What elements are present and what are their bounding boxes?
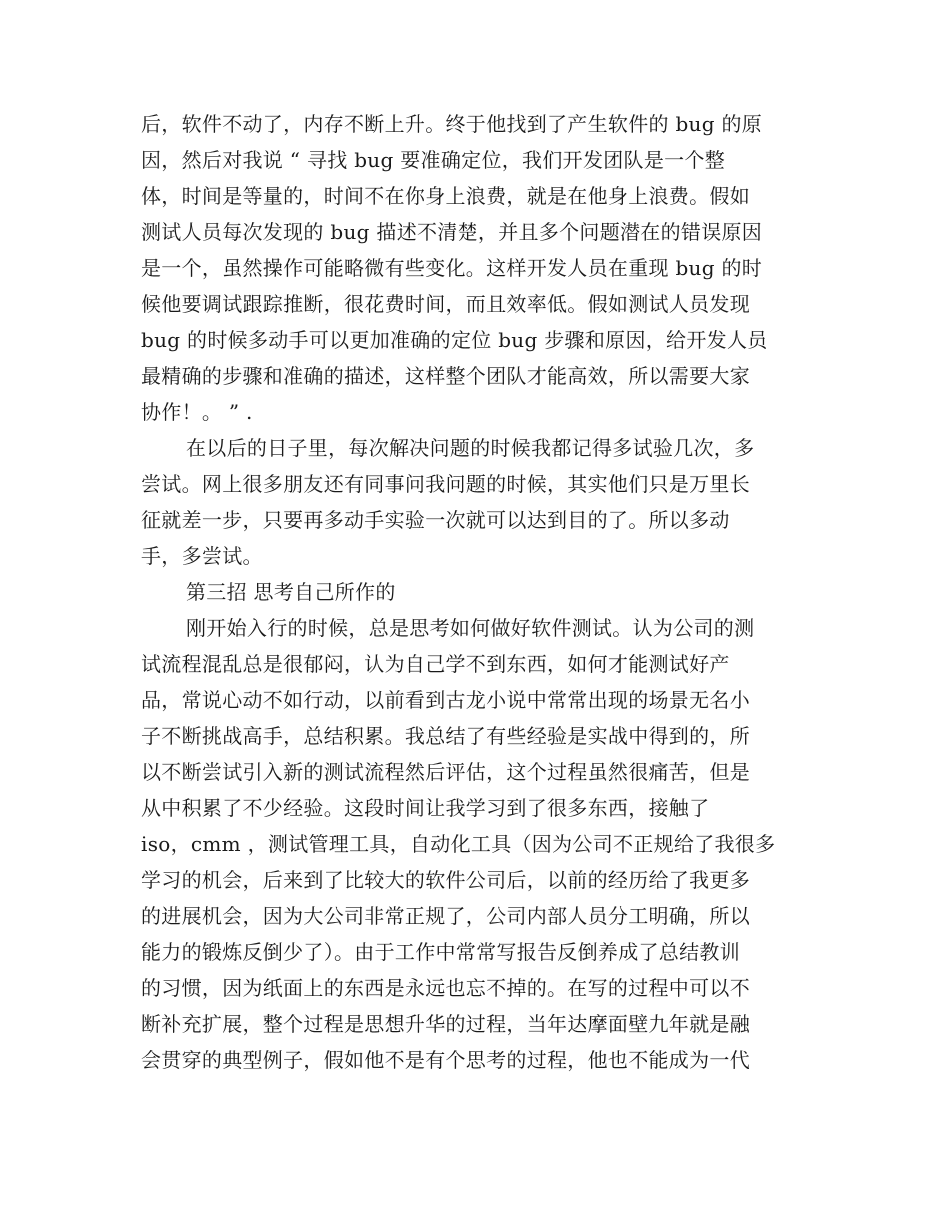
- text-line: 断补充扩展，整个过程是思想升华的过程，当年达摩面壁九年就是融: [141, 1012, 750, 1036]
- text-line: 从中积累了不少经验。这段时间让我学习到了很多东西，接触了: [141, 796, 710, 820]
- text-line: 最精确的步骤和准确的描述，这样整个团队才能高效，所以需要大家: [141, 364, 750, 388]
- text-line: 刚开始入行的时候，总是思考如何做好软件测试。认为公司的测: [186, 616, 755, 640]
- text-line: 的进展机会，因为大公司非常正规了，公司内部人员分工明确，所以: [141, 904, 750, 928]
- text-line: 会贯穿的典型例子，假如他不是有个思考的过程，他也不能成为一代: [141, 1048, 750, 1072]
- text-line: 手，多尝试。: [141, 544, 263, 568]
- text-line: 在以后的日子里，每次解决问题的时候我都记得多试验几次，多: [186, 436, 755, 460]
- text-line: 子不断挑战高手，总结积累。我总结了有些经验是实战中得到的，所: [141, 724, 750, 748]
- text-line: 能力的锻炼反倒少了）。由于工作中常常写报告反倒养成了总结教训: [141, 940, 740, 964]
- text-line: 学习的机会，后来到了比较大的软件公司后，以前的经历给了我更多: [141, 868, 750, 892]
- text-line: 协作！。 ” .: [141, 400, 253, 424]
- text-line: 以不断尝试引入新的测试流程然后评估，这个过程虽然很痛苦，但是: [141, 760, 750, 784]
- text-line: 品，常说心动不如行动，以前看到古龙小说中常常出现的场景无名小: [141, 688, 750, 712]
- text-line: 测试人员每次发现的 bug 描述不清楚，并且多个问题潜在的错误原因: [141, 220, 763, 244]
- text-line: 的习惯，因为纸面上的东西是永远也忘不掉的。在写的过程中可以不: [141, 976, 750, 1000]
- text-line: bug 的时候多动手可以更加准确的定位 bug 步骤和原因，给开发人员: [141, 328, 768, 352]
- text-line: 尝试。网上很多朋友还有同事问我问题的时候，其实他们只是万里长: [141, 472, 750, 496]
- text-line: 是一个，虽然操作可能略微有些变化。这样开发人员在重现 bug 的时: [141, 256, 763, 280]
- text-line: 后，软件不动了，内存不断上升。终于他找到了产生软件的 bug 的原: [141, 112, 763, 136]
- text-line: 因，然后对我说 “ 寻找 bug 要准确定位，我们开发团队是一个整: [141, 148, 726, 172]
- text-line: 候他要调试跟踪推断，很花费时间，而且效率低。假如测试人员发现: [141, 292, 750, 316]
- text-line: 体，时间是等量的，时间不在你身上浪费，就是在他身上浪费。假如: [141, 184, 750, 208]
- body-text: [141, 106, 811, 1078]
- text-line: 第三招 思考自己所作的: [186, 580, 396, 604]
- text-line: iso，cmm ，测试管理工具，自动化工具（因为公司不正规给了我很多: [141, 832, 776, 856]
- text-line: 征就差一步，只要再多动手实验一次就可以达到目的了。所以多动: [141, 508, 730, 532]
- text-line: 试流程混乱总是很郁闷，认为自己学不到东西，如何才能测试好产: [141, 652, 730, 676]
